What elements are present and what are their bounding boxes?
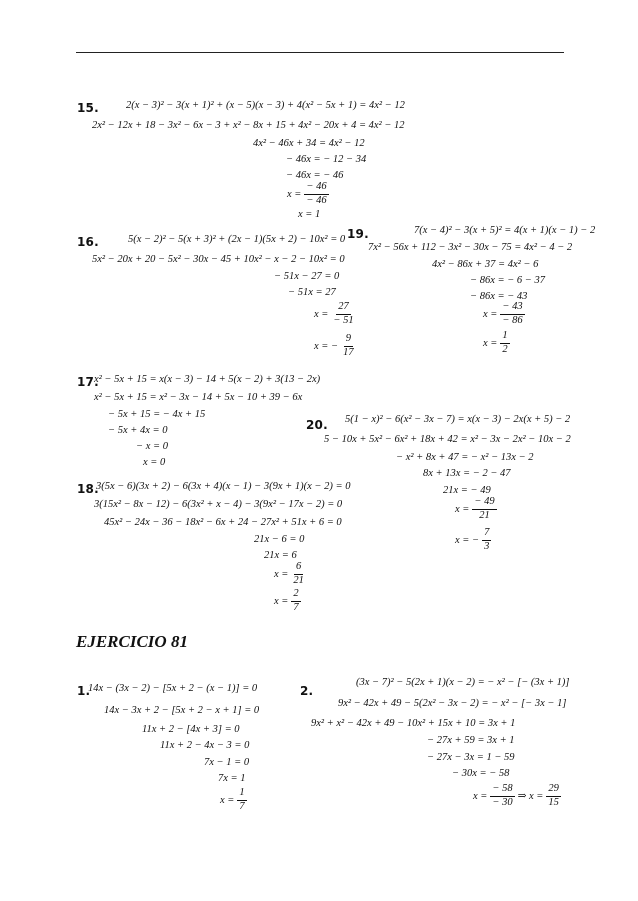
- p16-line-3: − 51x − 27 = 0: [274, 271, 340, 282]
- section-title: EJERCICIO 81: [76, 632, 188, 651]
- p19-line-2: 7x² − 56x + 112 − 3x² − 30x − 75 = 4x² − 4 − 2: [368, 242, 573, 253]
- e1-line-1: 14x − (3x − 2) − [5x + 2 − (x − 1)] = 0: [88, 683, 258, 694]
- e1-line-5: 7x − 1 = 0: [204, 757, 250, 768]
- e1-line-4: 11x + 2 − 4x − 3 = 0: [160, 740, 250, 751]
- exercise-2-number: 2.: [300, 684, 314, 698]
- p19-fraction-1: x = $\frac{- 43}{- 86}$: [483, 301, 523, 326]
- p15-line-3: 4x² − 46x + 34 = 4x² − 12: [253, 138, 365, 149]
- top-rule: [76, 52, 564, 53]
- p17-line-1: x² − 5x + 15 = x(x − 3) − 14 + 5(x − 2) + 3(13 − 2x): [94, 374, 321, 385]
- p18-line-3: 45x² − 24x − 36 − 18x² − 6x + 24 − 27x² + 51x + 6 = 0: [104, 517, 342, 528]
- p15-line-2: 2x² − 12x + 18 − 3x² − 6x − 3 + x² − 8x + 15 + 4x² − 20x + 4 = 4x² − 12: [92, 120, 405, 131]
- e2-line-2: 9x² − 42x + 49 − 5(2x² − 3x − 2) = − x² − [− 3x − 1]: [338, 698, 567, 709]
- problem-19-number: 19.: [347, 227, 369, 241]
- p19-line-1: 7(x − 4)² − 3(x + 5)² = 4(x + 1)(x − 1) − 2: [414, 225, 596, 236]
- p17-line-2: x² − 5x + 15 = x² − 3x − 14 + 5x − 10 + 39 − 6x: [94, 392, 303, 403]
- p20-line-1: 5(1 − x)² − 6(x² − 3x − 7) = x(x − 3) − 2x(x + 5) − 2: [345, 414, 571, 425]
- p19-line-4: − 86x = − 6 − 37: [470, 275, 546, 286]
- p15-result: x = 1: [298, 209, 321, 220]
- p18-line-1: 3(5x − 6)(3x + 2) − 6(3x + 4)(x − 1) − 3(9x + 1)(x − 2) = 0: [96, 481, 351, 492]
- p15-line-1: 2(x − 3)² − 3(x + 1)² + (x − 5)(x − 3) + 4(x² − 5x + 1) = 4x² − 12: [126, 100, 405, 111]
- p16-line-1: 5(x − 2)² − 5(x + 3)² + (2x − 1)(5x + 2) − 10x² = 0: [128, 234, 346, 245]
- e2-line-3: 9x² + x² − 42x + 49 − 10x² + 15x + 10 = 3x + 1: [311, 718, 516, 729]
- p18-fraction-2: x = $\frac{2}{7}$: [274, 588, 299, 613]
- problem-15-number: 15.: [77, 101, 99, 115]
- p20-line-3: − x² + 8x + 47 = − x² − 13x − 2: [396, 452, 534, 463]
- p19-line-5: − 86x = − 43: [470, 291, 528, 302]
- p15-fraction: x = $\frac{- 46}{- 46}$: [287, 181, 327, 206]
- p17-line-6: x = 0: [143, 457, 166, 468]
- p17-line-3: − 5x + 15 = − 4x + 15: [108, 409, 206, 420]
- exercise-1-number: 1.: [77, 684, 91, 698]
- problem-18-number: 18.: [77, 482, 99, 496]
- p20-line-4: 8x + 13x = − 2 − 47: [423, 468, 511, 479]
- p18-fraction-1: x = $\frac{6}{21}$: [274, 561, 304, 586]
- p17-line-5: − x = 0: [136, 441, 168, 452]
- e1-fraction: x = $\frac{1}{7}$: [220, 787, 245, 812]
- e1-line-6: 7x = 1: [218, 773, 246, 784]
- p19-line-3: 4x² − 86x + 37 = 4x² − 6: [432, 259, 539, 270]
- e1-line-2: 14x − 3x + 2 − [5x + 2 − x + 1] = 0: [104, 705, 260, 716]
- p19-fraction-2: x = $\frac{1}{2}$: [483, 330, 508, 355]
- p15-line-4: − 46x = − 12 − 34: [286, 154, 367, 165]
- p20-line-5: 21x = − 49: [443, 485, 491, 496]
- e2-fraction: x = $\frac{- 58}{- 30}$ ⇒ x = $\frac{29}{15}$: [473, 783, 559, 808]
- p16-line-4: − 51x = 27: [288, 287, 336, 298]
- p15-line-5: − 46x = − 46: [286, 170, 344, 181]
- e2-line-4: − 27x + 59 = 3x + 1: [427, 735, 515, 746]
- e2-line-6: − 30x = − 58: [452, 768, 510, 779]
- p16-line-2: 5x² − 20x + 20 − 5x² − 30x − 45 + 10x² − x − 2 − 10x² = 0: [92, 254, 345, 265]
- p18-line-4: 21x − 6 = 0: [254, 534, 305, 545]
- problem-16-number: 16.: [77, 235, 99, 249]
- e1-line-3: 11x + 2 − [4x + 3] = 0: [142, 724, 240, 735]
- problem-17-number: 17.: [77, 375, 99, 389]
- p16-fraction-1: x = $\frac{27}{- 51}$: [314, 301, 354, 326]
- p17-line-4: − 5x + 4x = 0: [108, 425, 168, 436]
- p20-fraction-2: x = − $\frac{7}{3}$: [455, 527, 490, 552]
- p18-line-2: 3(15x² − 8x − 12) − 6(3x² + x − 4) − 3(9x² − 17x − 2) = 0: [94, 499, 343, 510]
- problem-20-number: 20.: [306, 418, 328, 432]
- e2-line-1: (3x − 7)² − 5(2x + 1)(x − 2) = − x² − [− (3x + 1)]: [356, 677, 570, 688]
- p20-fraction-1: x = $\frac{- 49}{21}$: [455, 496, 495, 521]
- p16-fraction-2: x = − $\frac{9}{17}$: [314, 333, 354, 358]
- p18-line-5: 21x = 6: [264, 550, 297, 561]
- p20-line-2: 5 − 10x + 5x² − 6x² + 18x + 42 = x² − 3x − 2x² − 10x − 2: [324, 434, 571, 445]
- e2-line-5: − 27x − 3x = 1 − 59: [427, 752, 515, 763]
